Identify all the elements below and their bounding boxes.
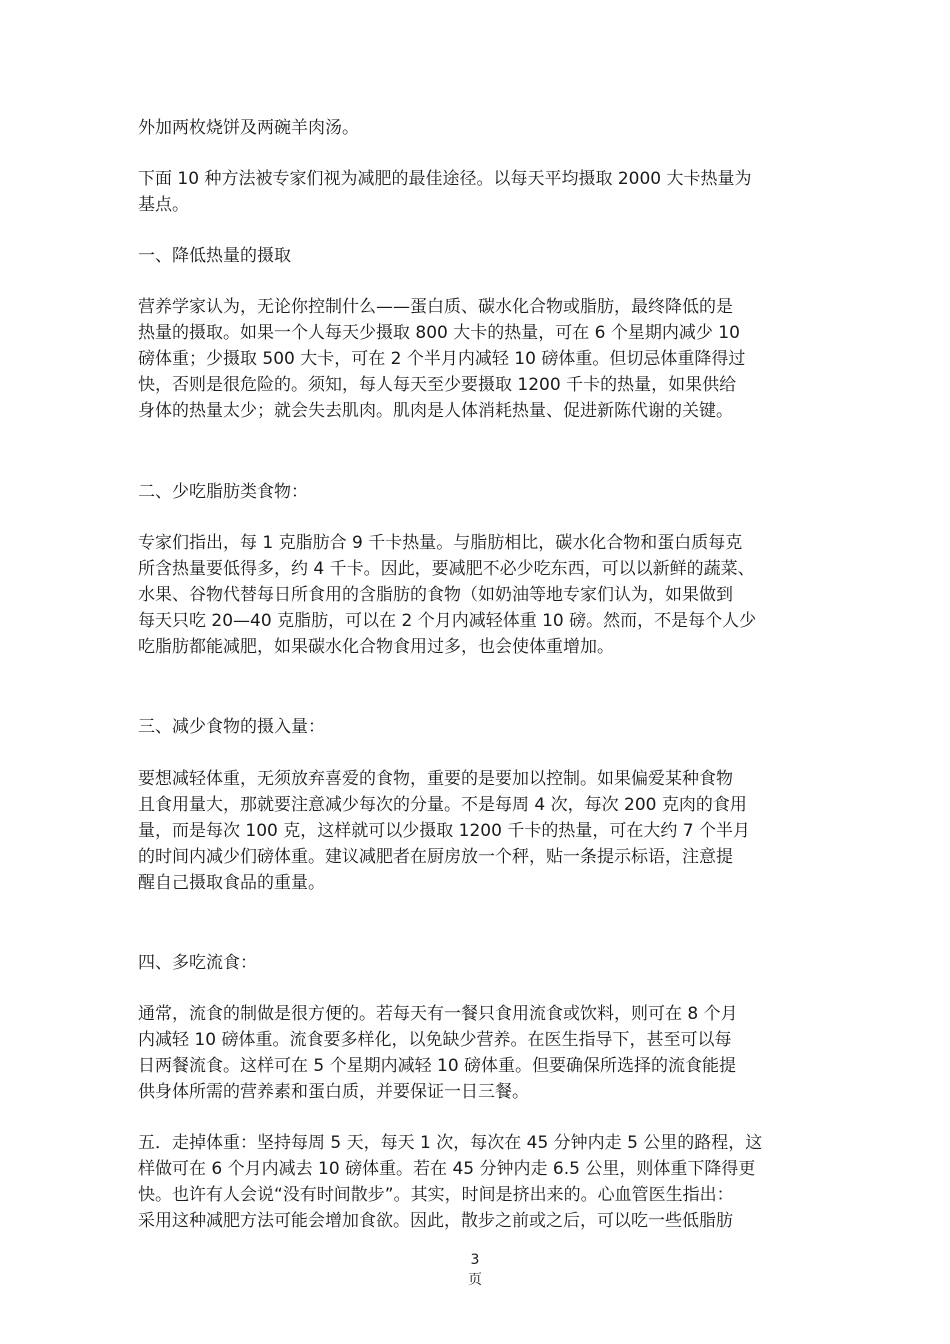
text-line: 内减轻 10 磅体重。流食要多样化，以免缺少营养。在医生指导下，甚至可以每 — [138, 1030, 732, 1050]
text-line: 通常，流食的制做是很方便的。若每天有一餐只食用流食或饮料，则可在 8 个月 — [138, 1004, 738, 1024]
heading-text: 四、多吃流食： — [138, 953, 257, 973]
text-line: 量，而是每次 100 克，这样就可以少摄取 1200 千卡的热量，可在大约 7 个半月 — [138, 821, 750, 841]
paragraph-section-4 — [138, 1001, 818, 1105]
text-line: 水果、谷物代替每日所食用的含脂肪的食物（如奶油等地专家们认为，如果做到 — [138, 585, 733, 605]
page-footer — [0, 1250, 950, 1290]
page-number: 3 — [470, 1252, 480, 1268]
text-line: 要想减轻体重，无须放弃喜爱的食物，重要的是要加以控制。如果偏爱某种食物 — [138, 769, 733, 789]
heading-section-1 — [138, 243, 818, 269]
text-line: 身体的热量太少；就会失去肌肉。肌肉是人体消耗热量、促进新陈代谢的关键。 — [138, 401, 733, 421]
heading-section-3 — [138, 714, 818, 740]
text-line: 醒自己摄取食品的重量。 — [138, 873, 325, 893]
paragraph-section-2 — [138, 530, 818, 660]
heading-section-2 — [138, 479, 818, 505]
heading-text: 三、减少食物的摄入量： — [138, 717, 325, 737]
text-line: 快，否则是很危险的。须知，每人每天至少要摄取 1200 千卡的热量，如果供给 — [138, 375, 737, 395]
heading-section-4 — [138, 950, 818, 976]
text-line: 供身体所需的营养素和蛋白质，并要保证一日三餐。 — [138, 1082, 529, 1102]
paragraph-section-3 — [138, 766, 818, 896]
text-line: 热量的摄取。如果一个人每天少摄取 800 大卡的热量，可在 6 个星期内减少 10 — [138, 323, 740, 343]
text-line: 的时间内减少们磅体重。建议减肥者在厨房放一个秤，贴一条提示标语，注意提 — [138, 847, 733, 867]
page-label: 页 — [468, 1272, 482, 1288]
text-line: 吃脂肪都能减肥，如果碳水化合物食用过多，也会使体重增加。 — [138, 637, 614, 657]
text-line: 基点。 — [138, 195, 189, 215]
heading-text: 一、降低热量的摄取 — [138, 246, 291, 266]
text-line: 营养学家认为，无论你控制什么——蛋白质、碳水化合物或脂肪，最终降低的是 — [138, 297, 733, 317]
text-line: 五．走掉体重：坚持每周 5 天，每天 1 次，每次在 45 分钟内走 5 公里的路程，这 — [138, 1133, 763, 1153]
paragraph-intro-tail — [138, 115, 818, 141]
paragraph-methods-intro — [138, 166, 818, 218]
text-line: 磅体重；少摄取 500 大卡，可在 2 个半月内减轻 10 磅体重。但切忌体重降得过 — [138, 349, 746, 369]
heading-text: 二、少吃脂肪类食物： — [138, 482, 308, 502]
text-line: 外加两枚烧饼及两碗羊肉汤。 — [138, 118, 359, 138]
text-line: 所含热量要低得多，约 4 千卡。因此，要减肥不必少吃东西，可以以新鲜的蔬菜、 — [138, 559, 755, 579]
paragraph-section-1 — [138, 294, 818, 424]
text-line: 采用这种减肥方法可能会增加食欲。因此，散步之前或之后，可以吃一些低脂肪 — [138, 1211, 733, 1231]
text-line: 样做可在 6 个月内减去 10 磅体重。若在 45 分钟内走 6.5 公里，则体重下降得更 — [138, 1159, 756, 1179]
text-line: 且食用量大，那就要注意减少每次的分量。不是每周 4 次，每次 200 克肉的食用 — [138, 795, 747, 815]
text-line: 日两餐流食。这样可在 5 个星期内减轻 10 磅体重。但要确保所选择的流食能提 — [138, 1056, 737, 1076]
paragraph-section-5 — [138, 1130, 818, 1234]
text-line: 快。也许有人会说“没有时间散步”。其实，时间是挤出来的。心血管医生指出： — [138, 1185, 734, 1205]
text-line: 下面 10 种方法被专家们视为减肥的最佳途径。以每天平均摄取 2000 大卡热量为 — [138, 169, 752, 189]
text-line: 每天只吃 20—40 克脂肪，可以在 2 个月内减轻体重 10 磅。然而，不是每个人少 — [138, 611, 757, 631]
text-line: 专家们指出，每 1 克脂肪合 9 千卡热量。与脂肪相比，碳水化合物和蛋白质每克 — [138, 533, 743, 553]
